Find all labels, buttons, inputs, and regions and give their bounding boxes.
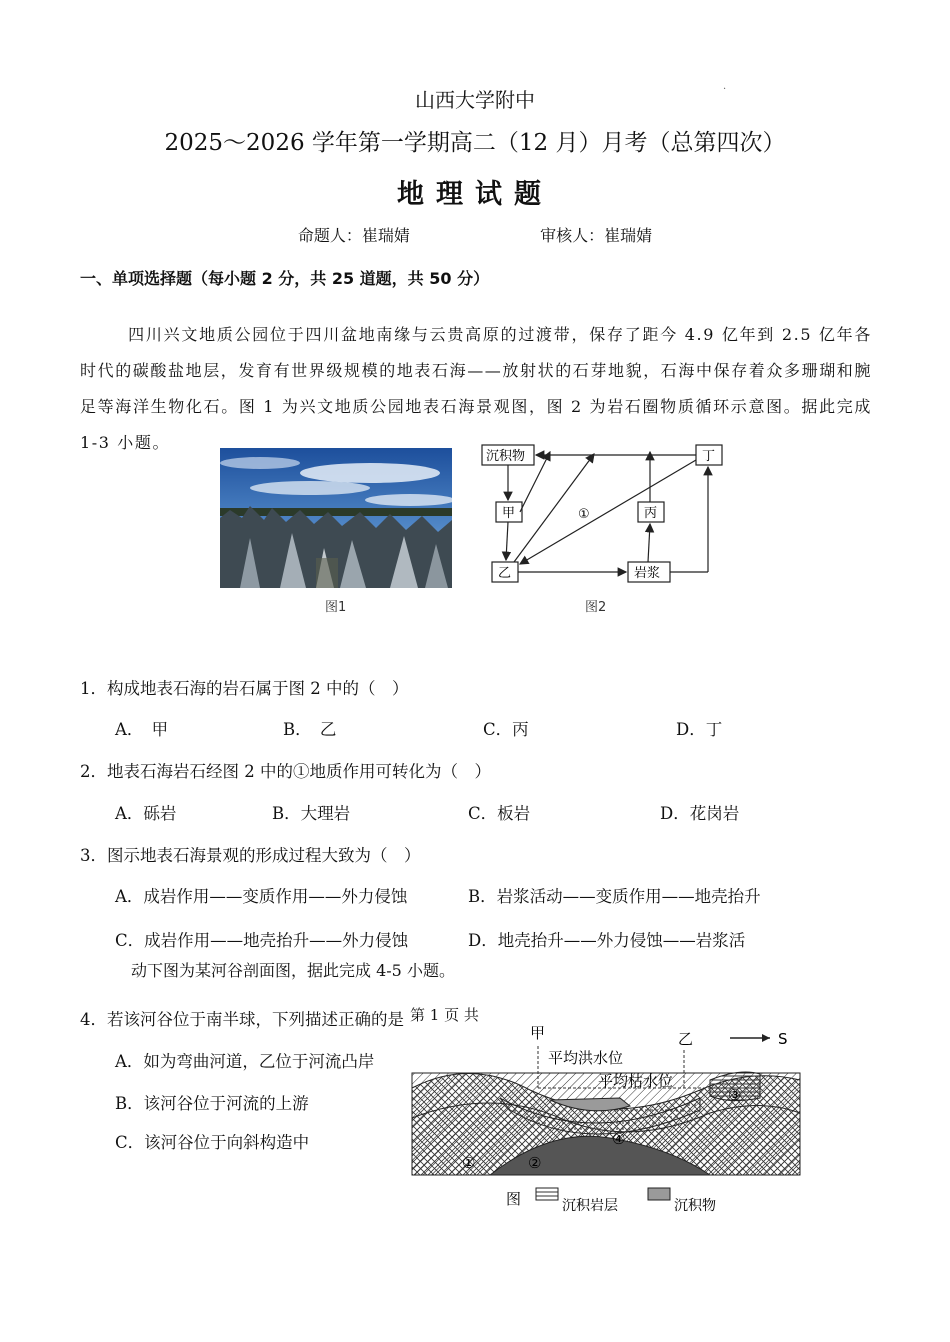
q1-option-a: A． 甲 bbox=[115, 720, 169, 739]
label-process1: ① bbox=[578, 507, 590, 522]
label-1: ① bbox=[462, 1154, 476, 1172]
label-ding: 丁 bbox=[702, 449, 716, 464]
q4-option-c: C．该河谷位于向斜构造中 bbox=[115, 1133, 310, 1152]
legend-swatch-1 bbox=[536, 1188, 558, 1200]
label-sediment: 沉积物 bbox=[486, 449, 526, 464]
question-4-stem: 4．若该河谷位于南半球，下列描述正确的是 bbox=[80, 1010, 404, 1029]
figure2-caption: 图2 bbox=[585, 600, 607, 615]
question-3-stem: 3．图示地表石海景观的形成过程大致为（ ） bbox=[80, 846, 421, 865]
q1-option-c: C．丙 bbox=[483, 720, 529, 739]
passage-text: 四川兴文地质公园位于四川盆地南缘与云贵高原的过渡带，保存了距今 4.9 亿年到 2.5 亿年各时代的碳酸盐地层，发育有世界级规模的地表石海——放射状的石芽地貌，石海中保存着众多珊瑚和腕足等海洋生物化石。图 1 为兴文地质公园地表石海景观图，图 2 为岩石圈物质循环示意图。据此完成 1-3 小题。 bbox=[80, 325, 873, 452]
legend-swatch-2 bbox=[648, 1188, 670, 1200]
label-magma: 岩浆 bbox=[634, 566, 661, 581]
figure1-caption: 图1 bbox=[325, 600, 347, 615]
page-footer-overlap: 第 1 页 共 bbox=[410, 1006, 479, 1024]
label-3: ③ bbox=[728, 1086, 742, 1104]
rock-cycle-diagram bbox=[478, 440, 728, 590]
label-bing: 丙 bbox=[644, 506, 658, 521]
label-jia: 甲 bbox=[530, 1024, 546, 1042]
q3-option-a: A．成岩作用——变质作用——外力侵蚀 bbox=[115, 887, 408, 906]
author: 命题人：崔瑞婧 bbox=[297, 226, 410, 245]
q4-option-b: B．该河谷位于河流的上游 bbox=[115, 1094, 309, 1113]
q3-option-b: B．岩浆活动——变质作用——地壳抬升 bbox=[468, 887, 761, 906]
label-4: ④ bbox=[612, 1130, 626, 1148]
q1-option-b: B． 乙 bbox=[283, 720, 337, 739]
school-name: 山西大学附中 bbox=[415, 88, 535, 112]
q2-option-d: D．花岗岩 bbox=[660, 804, 740, 823]
label-flood-level: 平均洪水位 bbox=[548, 1049, 624, 1067]
subject-title: 地理试题 bbox=[397, 179, 553, 210]
legend-label-1: 沉积岩层 bbox=[562, 1198, 618, 1214]
q3-option-c: C．成岩作用——地壳抬升——外力侵蚀 bbox=[115, 931, 409, 950]
exam-title: 2025～2026 学年第一学期高二（12 月）月考（总第四次） bbox=[164, 130, 786, 156]
river-valley-diagram bbox=[410, 1018, 810, 1218]
stone-sea-photo bbox=[220, 448, 452, 588]
label-yi: 乙 bbox=[678, 1030, 694, 1048]
label-direction: S bbox=[778, 1030, 788, 1048]
label-yi: 乙 bbox=[498, 566, 512, 581]
intro-4-5: 动下图为某河谷剖面图，据此完成 4-5 小题。 bbox=[131, 961, 455, 980]
direction-arrow-icon bbox=[762, 1034, 770, 1042]
reviewer: 审核人：崔瑞婧 bbox=[540, 226, 653, 245]
q3-option-d: D．地壳抬升——外力侵蚀——岩浆活 bbox=[468, 931, 746, 950]
passage bbox=[80, 317, 872, 461]
q2-option-c: C．板岩 bbox=[468, 804, 531, 823]
question-2-stem: 2．地表石海岩石经图 2 中的①地质作用可转化为（ ） bbox=[80, 762, 491, 781]
authors-line bbox=[0, 223, 950, 246]
legend-label-2: 沉积物 bbox=[674, 1198, 716, 1214]
q2-option-a: A．砾岩 bbox=[115, 804, 177, 823]
legend-prefix: 图 bbox=[506, 1190, 522, 1208]
label-2: ② bbox=[528, 1154, 542, 1172]
label-jia: 甲 bbox=[502, 506, 516, 521]
q1-option-d: D．丁 bbox=[676, 720, 723, 739]
section-title: 一、单项选择题（每小题 2 分，共 25 道题，共 50 分） bbox=[80, 269, 490, 288]
q4-option-a: A．如为弯曲河道，乙位于河流凸岸 bbox=[115, 1052, 375, 1071]
scan-dot: · bbox=[723, 84, 727, 95]
question-1-stem: 1．构成地表石海的岩石属于图 2 中的（ ） bbox=[80, 679, 409, 698]
q2-option-b: B．大理岩 bbox=[272, 804, 351, 823]
